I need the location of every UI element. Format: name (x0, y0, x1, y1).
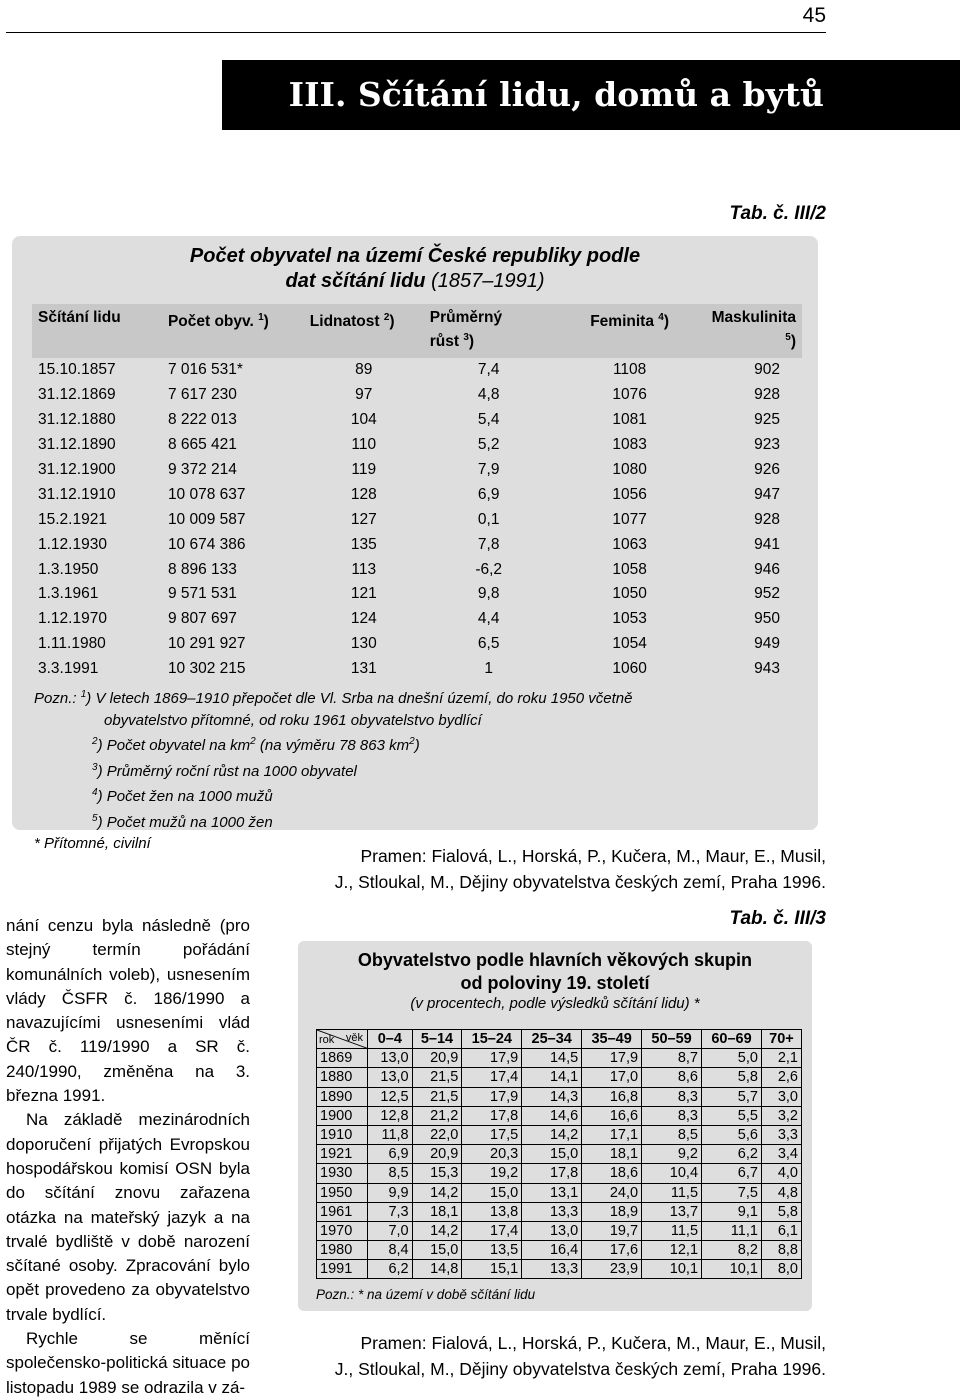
population-table (32, 304, 802, 682)
table-cell: 9 372 214 (167, 461, 237, 478)
paragraph: Na základě mezinárodních doporučení přijatých Evropskou hospodářskou komisí OSN byla do sčítání znovu zařazena otázka na mateřský jazyk a na trvalé bydliště v době narození sčítané osoby. Zpracování bylo opět provedeno za obyvatelstvo trvale bydlící. (6, 1110, 250, 1324)
table-cell: 9 571 531 (167, 585, 237, 603)
table-cell: 31.12.1880 (38, 411, 116, 429)
table-cell: 1058 (612, 560, 647, 578)
table-cell: 5,4 (477, 411, 500, 429)
table-cell: 8,4 (368, 1241, 413, 1260)
table-cell: 4,8 (761, 1183, 801, 1202)
table-cell: 902 (754, 361, 780, 379)
paragraph: Rychle se měnící společensko-politická situace po listopadu 1989 se odrazila v zá- (6, 1329, 250, 1397)
table-cell: 15,1 (462, 1260, 522, 1279)
table-cell: 952 (754, 585, 780, 603)
table-cell: 10 674 386 (167, 535, 246, 553)
col-header-growth: Průměrný růst $^3$) (424, 304, 554, 358)
table-2-label: Tab. č. III/2 (729, 203, 826, 224)
table-3-panel (298, 941, 812, 1311)
table-cell: 1081 (612, 411, 647, 429)
table-row (32, 607, 802, 632)
table-cell: 5,7 (702, 1087, 762, 1106)
table-cell: 6,2 (368, 1260, 413, 1279)
table-cell: 13,5 (462, 1241, 522, 1260)
table-cell: 1869 (317, 1049, 368, 1068)
table-cell: 1083 (612, 436, 647, 454)
table-cell: 950 (754, 610, 780, 628)
table-3-note: Pozn.: * na území v době sčítání lidu (316, 1287, 536, 1302)
table-cell: 1970 (317, 1221, 368, 1240)
table-cell: 7,3 (368, 1202, 413, 1221)
table-cell: 17,4 (462, 1221, 522, 1240)
table-cell: 1.12.1930 (38, 535, 107, 553)
table-header-row (317, 1030, 802, 1049)
table-cell: 9,1 (702, 1202, 762, 1221)
col-header-density: Lidnatost $^2$) (304, 304, 424, 358)
col-header-feminity: Feminita $^4$) (554, 304, 706, 358)
table-cell: 12,5 (368, 1087, 413, 1106)
table-cell: 20,9 (412, 1049, 462, 1068)
table-cell: 14,5 (522, 1049, 582, 1068)
table-cell: 11,5 (642, 1221, 702, 1240)
table-cell: 31.12.1869 (38, 386, 116, 404)
table-cell: 13,1 (522, 1183, 582, 1202)
table-cell: 15,0 (462, 1183, 522, 1202)
table-cell: 17,0 (582, 1068, 642, 1087)
table-cell: 928 (754, 386, 780, 404)
table-cell: 17,6 (582, 1241, 642, 1260)
table-cell: 31.12.1890 (38, 436, 116, 454)
table-cell: 11,5 (642, 1183, 702, 1202)
table-cell: 1077 (612, 510, 647, 528)
table-cell: 9,9 (368, 1183, 413, 1202)
table-cell: 8,3 (642, 1087, 702, 1106)
table-cell: 4,0 (761, 1164, 801, 1183)
table-row (317, 1106, 802, 1125)
table-cell: 6,5 (477, 635, 500, 653)
table-cell: 1063 (612, 535, 647, 553)
table-cell: 5,8 (761, 1202, 801, 1221)
table-header-row (32, 304, 802, 358)
table-cell: 1900 (317, 1106, 368, 1125)
table-row (32, 458, 802, 483)
table-cell: 7,9 (477, 461, 500, 478)
table-cell: 13,3 (522, 1202, 582, 1221)
table-cell: 18,1 (582, 1145, 642, 1164)
table-cell: 1053 (612, 610, 647, 628)
table-row (317, 1164, 802, 1183)
table-cell: 1880 (317, 1068, 368, 1087)
table-cell: 925 (754, 411, 780, 429)
table-cell: 18,1 (412, 1202, 462, 1221)
table-cell: 1950 (317, 1183, 368, 1202)
table-cell: 21,5 (412, 1068, 462, 1087)
table-row (317, 1183, 802, 1202)
table-cell: 113 (351, 560, 377, 578)
table-cell: 31.12.1900 (38, 461, 116, 478)
table-3-title: Obyvatelstvo podle hlavních věkových skupin od poloviny 19. století (357, 950, 753, 993)
table-cell: 18,9 (582, 1202, 642, 1221)
table-cell: 17,9 (582, 1049, 642, 1068)
table-cell: 3,4 (761, 1145, 801, 1164)
table-cell: 1991 (317, 1260, 368, 1279)
table-cell: 923 (754, 436, 780, 454)
table-cell: 17,4 (462, 1068, 522, 1087)
table-cell: 13,0 (368, 1049, 413, 1068)
table-2-source: Pramen: Fialová, L., Horská, P., Kučera, M., Maur, E., Musil, J., Stloukal, M., Dějiny obyvatelstva českých zemí, Praha 1996. (334, 846, 826, 892)
table-cell: 928 (754, 510, 780, 528)
table-cell: 121 (350, 585, 377, 603)
table-cell: 17,8 (522, 1164, 582, 1183)
table-cell: 8 896 133 (167, 560, 237, 578)
col-header: 35–49 (582, 1030, 642, 1049)
table-cell: 10 078 637 (167, 485, 246, 503)
table-cell: 943 (754, 660, 780, 678)
table-row (32, 532, 802, 557)
table-cell: 22,0 (412, 1125, 462, 1144)
table-cell: 6,2 (702, 1145, 762, 1164)
table-row (32, 632, 802, 657)
table-cell: 1054 (612, 635, 647, 653)
table-cell: 5,8 (702, 1068, 762, 1087)
table-cell: 1.3.1961 (38, 585, 99, 603)
table-cell: 21,5 (412, 1087, 462, 1106)
table-cell: 7,8 (477, 535, 500, 553)
table-cell: 13,7 (642, 1202, 702, 1221)
table-row (317, 1241, 802, 1260)
table-cell: 8,7 (642, 1049, 702, 1068)
table-cell: 6,7 (702, 1164, 762, 1183)
table-cell: 10,4 (642, 1164, 702, 1183)
table-cell: 1056 (612, 485, 647, 503)
col-header: 5–14 (412, 1030, 462, 1049)
table-cell: 7,0 (368, 1221, 413, 1240)
table-cell: 4,8 (477, 386, 500, 404)
table-cell: 926 (754, 461, 780, 478)
table-cell: 8,2 (702, 1241, 762, 1260)
col-header-masculinity: Maskulinita $^5$) (706, 304, 802, 358)
table-cell: 110 (351, 436, 377, 454)
table-cell: 20,3 (462, 1145, 522, 1164)
table-cell: 21,2 (412, 1106, 462, 1125)
table-cell: 17,9 (462, 1049, 522, 1068)
col-header: 60–69 (702, 1030, 762, 1049)
section-title: III. Sčítání lidu, domů a bytů (222, 60, 960, 130)
table-cell: 13,3 (522, 1260, 582, 1279)
table-cell: 13,0 (522, 1221, 582, 1240)
table-row (317, 1125, 802, 1144)
table-cell: 16,8 (582, 1087, 642, 1106)
table-row (32, 358, 802, 383)
col-header: 50–59 (642, 1030, 702, 1049)
table-cell: 130 (350, 635, 377, 653)
table-cell: 1108 (612, 361, 647, 379)
table-cell: 14,6 (522, 1106, 582, 1125)
col-header: 15–24 (462, 1030, 522, 1049)
table-cell: 10,1 (642, 1260, 702, 1279)
table-3-source: Pramen: Fialová, L., Horská, P., Kučera, M., Maur, E., Musil, J., Stloukal, M., Dějiny obyvatelstva českých zemí, Praha 1996. (334, 1333, 826, 1379)
table-cell: 104 (350, 411, 377, 429)
table-cell: 14,8 (412, 1260, 462, 1279)
table-cell: 1 (484, 660, 493, 678)
table-cell: 1961 (317, 1202, 368, 1221)
table-cell: 3.3.1991 (38, 660, 99, 678)
table-cell: 11,1 (702, 1221, 762, 1240)
table-cell: 20,9 (412, 1145, 462, 1164)
table-cell: 1080 (612, 461, 647, 478)
corner-cell: věk rok (317, 1030, 368, 1049)
table-3-label: Tab. č. III/3 (729, 908, 826, 929)
table-cell: 2,1 (761, 1049, 801, 1068)
table-2-panel (12, 236, 818, 852)
table-cell: 10 291 927 (167, 635, 246, 653)
table-cell: 127 (350, 510, 377, 528)
table-cell: 17,5 (462, 1125, 522, 1144)
col-header-population: Počet obyv. $^1$) (162, 304, 304, 358)
col-header: 70+ (761, 1030, 801, 1049)
body-text (6, 914, 250, 1400)
table-cell: 1910 (317, 1125, 368, 1144)
table-cell: 8,5 (368, 1164, 413, 1183)
table-cell: 10 009 587 (167, 510, 246, 528)
table-cell: 9,8 (477, 585, 500, 603)
table-cell: 1.11.1980 (38, 635, 106, 653)
table-cell: 8,5 (642, 1125, 702, 1144)
table-row (317, 1049, 802, 1068)
table-cell: 10,1 (702, 1260, 762, 1279)
table-cell: 5,2 (477, 436, 500, 454)
table-cell: 1.12.1970 (38, 610, 107, 628)
table-cell: 131 (350, 660, 377, 678)
table-row (317, 1202, 802, 1221)
table-row (317, 1260, 802, 1279)
table-cell: 119 (351, 461, 377, 478)
table-cell: 0,1 (477, 510, 500, 528)
table-cell: 13,8 (462, 1202, 522, 1221)
table-row (317, 1221, 802, 1240)
table-cell: 128 (350, 485, 377, 503)
table-cell: 15.2.1921 (38, 510, 107, 528)
age-group-table (316, 1029, 802, 1279)
table-row (32, 507, 802, 532)
table-row (32, 383, 802, 408)
table-row (32, 557, 802, 582)
table-cell: 14,2 (412, 1221, 462, 1240)
table-cell: 17,9 (462, 1087, 522, 1106)
table-cell: 1076 (612, 386, 647, 404)
page-number: 45 (802, 4, 826, 27)
top-rule (6, 32, 826, 33)
table-row (32, 657, 802, 682)
table-cell: 15,0 (522, 1145, 582, 1164)
table-cell: 6,9 (477, 485, 500, 503)
table-cell: 941 (754, 535, 780, 553)
table-cell: 14,1 (522, 1068, 582, 1087)
table-cell: 7 016 531* (167, 361, 243, 379)
table-cell: 1890 (317, 1087, 368, 1106)
table-cell: 8 222 013 (167, 411, 237, 429)
table-cell: 949 (754, 635, 780, 653)
table-cell: 9,2 (642, 1145, 702, 1164)
table-cell: 8,6 (642, 1068, 702, 1087)
table-cell: 16,4 (522, 1241, 582, 1260)
table-row (317, 1068, 802, 1087)
table-cell: 6,9 (368, 1145, 413, 1164)
table-cell: 15,3 (412, 1164, 462, 1183)
table-cell: 97 (355, 386, 373, 404)
table-cell: 8 665 421 (167, 436, 237, 454)
table-cell: 947 (754, 485, 780, 503)
table-cell: 8,0 (761, 1260, 801, 1279)
table-cell: 18,6 (582, 1164, 642, 1183)
table-cell: 16,6 (582, 1106, 642, 1125)
table-cell: 11,8 (368, 1125, 413, 1144)
table-row (32, 408, 802, 433)
table-cell: 3,2 (761, 1106, 801, 1125)
table-row (317, 1087, 802, 1106)
col-header: 25–34 (522, 1030, 582, 1049)
table-cell: 8,3 (642, 1106, 702, 1125)
table-cell: 8,8 (761, 1241, 801, 1260)
table-cell: 31.12.1910 (38, 485, 116, 503)
table-cell: 12,8 (368, 1106, 413, 1125)
table-cell: 15,0 (412, 1241, 462, 1260)
table-row (32, 482, 802, 507)
table-cell: 5,5 (702, 1106, 762, 1125)
table-cell: 17,8 (462, 1106, 522, 1125)
table-cell: 1.3.1950 (38, 560, 99, 578)
table-cell: 24,0 (582, 1183, 642, 1202)
table-cell: 15.10.1857 (38, 361, 116, 379)
table-cell: 14,2 (522, 1125, 582, 1144)
table-cell: 124 (350, 610, 377, 628)
table-cell: 135 (350, 535, 377, 553)
table-cell: 1980 (317, 1241, 368, 1260)
table-cell: 4,4 (477, 610, 500, 628)
table-2-title: Počet obyvatel na území České republiky podle dat sčítání lidu (1857–1991) (189, 245, 641, 292)
table-cell: 5,6 (702, 1125, 762, 1144)
table-row (32, 582, 802, 607)
table-cell: 3,3 (761, 1125, 801, 1144)
col-header: 0–4 (368, 1030, 413, 1049)
table-cell: 1930 (317, 1164, 368, 1183)
table-cell: 7 617 230 (167, 386, 237, 404)
table-cell: 7,4 (477, 361, 500, 379)
table-cell: 1921 (317, 1145, 368, 1164)
table-cell: 89 (355, 361, 373, 379)
paragraph: nání cenzu byla následně (pro stejný termín pořádání komunálních voleb), usnesením vlády ČSFR č. 186/1990 a navazujícími usneseními vlád ČR č. 119/1990 a SR č. 240/1990, změněna na 3. března 1991. (6, 916, 250, 1106)
table-cell: 2,6 (761, 1068, 801, 1087)
table-row (317, 1145, 802, 1164)
table-cell: 14,3 (522, 1087, 582, 1106)
table-cell: 5,0 (702, 1049, 762, 1068)
table-cell: 17,1 (582, 1125, 642, 1144)
table-3-subtitle: (v procentech, podle výsledků sčítání lidu) * (410, 995, 700, 1012)
table-cell: 6,1 (761, 1221, 801, 1240)
table-cell: -6,2 (475, 560, 503, 578)
table-cell: 10 302 215 (167, 660, 246, 678)
table-cell: 9 807 697 (167, 610, 237, 628)
table-cell: 14,2 (412, 1183, 462, 1202)
table-cell: 23,9 (582, 1260, 642, 1279)
table-2-notes: Pozn.: $^1$) V letech 1869–1910 přepočet dle Vl. Srba na dnešní území, do roku 1950 včetně obyvatelstvo přítomné, od roku 1961 obyvatelstvo bydlící $^2$) Počet obyvatel na $km^2$ (na výměru 78 863 $km^2$) $^3$) Průměrný roční růst na 1000 obyvatel $^4$) Počet žen na 1000 mužů $^5$) Počet mužů na 1000 žen * Přítomné, civilní (34, 689, 633, 852)
table-cell: 19,7 (582, 1221, 642, 1240)
table-cell: 1060 (612, 660, 647, 678)
table-cell: 12,1 (642, 1241, 702, 1260)
col-header-census: Sčítání lidu (32, 304, 162, 358)
table-cell: 1050 (612, 585, 647, 603)
table-cell: 13,0 (368, 1068, 413, 1087)
table-row (32, 433, 802, 458)
table-cell: 19,2 (462, 1164, 522, 1183)
table-cell: 946 (754, 560, 780, 578)
table-cell: 7,5 (702, 1183, 762, 1202)
table-cell: 3,0 (761, 1087, 801, 1106)
